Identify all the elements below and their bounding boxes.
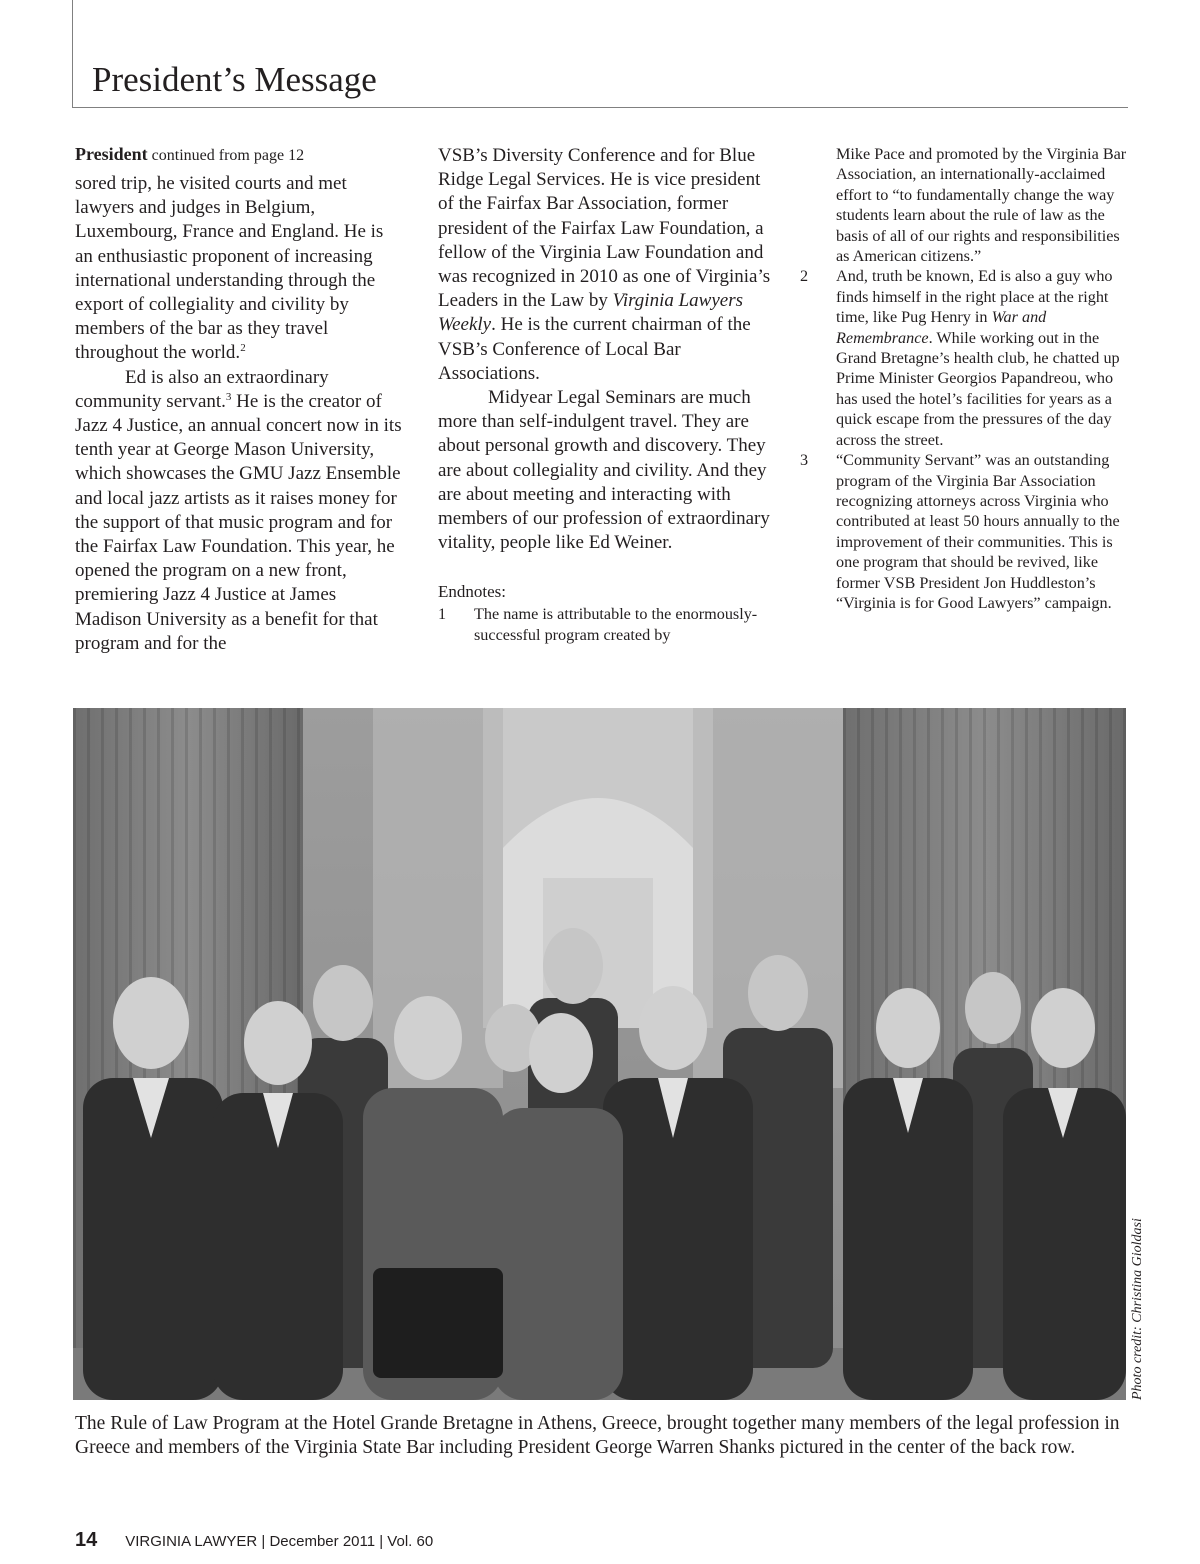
continued-from-line (75, 144, 405, 166)
body-paragraph: Midyear Legal Seminars are much more than self-indulgent travel. They are about personal growth and discovery. They are about collegiality and civility. And they are about meeting and interacting with members of our profession of extraordinary vitality, people like Ed Weiner. (438, 387, 770, 554)
photo-caption: The Rule of Law Program at the Hotel Grande Bretagne in Athens, Greece, brought together many members of the legal profession in Greece and members of the Virginia State Bar including President George Warren Shanks pictured in the center of the back row. (75, 1413, 1120, 1458)
endnote-continuation: Mike Pace and promoted by the Virginia Bar Association, an internationally-acclaimed effort to “to fundamentally change the way students learn about the rule of law as the basis of all of our rights and responsibilities as American citizens.” (836, 145, 1127, 266)
header-horizontal-rule (72, 107, 1128, 108)
book-title: War and Remembrance (836, 308, 1047, 347)
article-column-2 (438, 144, 773, 645)
endnote-ref: 3 (225, 390, 232, 403)
body-paragraph (75, 366, 405, 656)
endnote-item (800, 450, 1130, 613)
endnote-number: 1 (438, 605, 447, 624)
paragraph-text: VSB’s Diversity Conference and for Blue Ridge Legal Services. He is vice president of the Fairfax Bar Association, former president of the Fairfax Law Foundation, a fellow of the Virginia Law Foundation and was recognized in 2010 as one of Virginia’s Leaders in the Law by (438, 145, 771, 312)
endnote-text-part: And, truth be known, Ed is also a guy who finds himself in the right place at the right time, like Pug Henry in (836, 267, 1113, 327)
continued-from-text: continued from page 12 (147, 147, 305, 164)
page-number: 14 (75, 1529, 98, 1551)
group-photo (73, 708, 1126, 1400)
endnote-text: “Community Servant” was an outstanding program of the Virginia Bar Association recognizing attorneys across Virginia who contributed at least 50 hours annually to the improvement of their communities. This is one program that should be revived, like former VSB President Jon Huddleston’s “Virginia is for Good Lawyers” campaign. (836, 451, 1120, 612)
paragraph-text: . He is the current chairman of the VSB’s Conference of Local Bar Associations. (438, 314, 751, 384)
endnote-text: The name is attributable to the enormously-successful program created by (474, 605, 758, 644)
body-paragraph (75, 172, 405, 366)
publication-title: Virginia Lawyers Weekly (438, 290, 744, 336)
endnotes-heading: Endnotes: (438, 582, 506, 602)
paragraph-text: sored trip, he visited courts and met lawyers and judges in Belgium, Luxembourg, France and England. He is an enthusiastic proponent of increasing international understanding through the export of collegiality and civility by members of the bar as they travel throughout the world. (75, 173, 384, 364)
publication-info: VIRGINIA LAWYER | December 2011 | Vol. 60 (125, 1533, 434, 1550)
article-column-1 (75, 144, 405, 656)
page-footer (75, 1529, 433, 1553)
photo-credit: Photo credit: Christina Gioldasi (1130, 1218, 1145, 1400)
endnote-ref: 2 (240, 342, 246, 355)
section-title: President’s Message (92, 60, 377, 99)
body-paragraph (438, 144, 773, 386)
paragraph-text: He is the creator of Jazz 4 Justice, an annual concert now in its tenth year at George Mason University, which showcases the GMU Jazz Ensemble and local jazz artists as it raises money for the support of that music program and for the Fairfax Law Foundation. This year, he opened the program on a new front, premiering Jazz 4 Justice at James Madison University as a benefit for that program and for the (75, 390, 402, 654)
endnote-item (438, 604, 773, 645)
endnote-item (800, 266, 1130, 450)
endnote-number: 2 (800, 267, 809, 286)
endnote-text-part: . While working out in the Grand Bretagne’s health club, he chatted up Prime Minister Georgios Papandreou, who has used the hotel’s facilities for years as a quick escape from the pressures of the day across the street. (836, 328, 1120, 449)
endnotes-column (800, 144, 1130, 613)
endnote-number: 3 (800, 451, 809, 470)
paragraph-text: Ed is also an extraordinary community servant. (75, 366, 329, 412)
continued-label: President (75, 144, 148, 164)
header-vertical-rule (72, 0, 73, 108)
endnote-text (836, 266, 1130, 450)
